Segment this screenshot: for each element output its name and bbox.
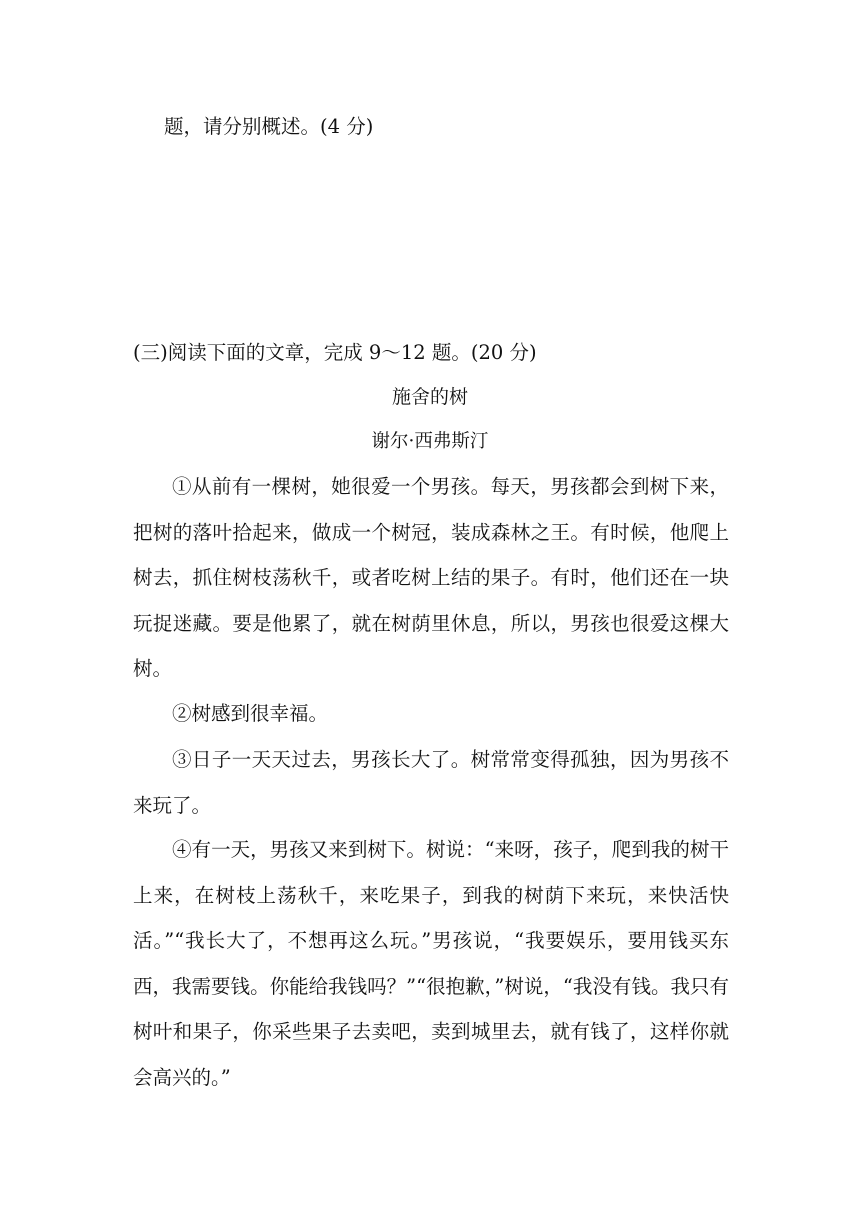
paragraph-3: ③日子一天天过去，男孩长大了。树常常变得孤独，因为男孩不来玩了。 <box>133 748 729 817</box>
paragraph-1: ①从前有一棵树，她很爱一个男孩。每天，男孩都会到树下来，把树的落叶拾起来，做成一个树冠，装成森林之王。有时候，他爬上树去，抓住树枝荡秋千，或者吃树上结的果子。有时，他们还在一块玩捉迷藏。要是他累了，就在树荫里休息，所以，男孩也很爱这棵大树。 <box>133 475 729 680</box>
article-title: 施舍的树 <box>391 386 468 408</box>
paragraph-4: ④有一天，男孩又来到树下。树说：“来呀，孩子，爬到我的树干上来，在树枝上荡秋千，来吃果子，到我的树荫下来玩，来快活快活。”“我长大了，不想再这么玩。”男孩说，“我要娱乐，要用钱买东西，我需要钱。你能给我钱吗？”“很抱歉，”树说，“我没有钱。我只有树叶和果子，你采些果子去卖吧，卖到城里去，就有钱了，这样你就会高兴的。” <box>133 838 729 1089</box>
paragraph-2: ②树感到很幸福。 <box>172 702 329 725</box>
prev-question-tail: 题，请分别概述。(4 分) <box>164 115 374 138</box>
article-author: 谢尔·西弗斯汀 <box>371 431 489 452</box>
section-heading: (三)阅读下面的文章，完成 9～12 题。(20 分) <box>133 341 537 364</box>
